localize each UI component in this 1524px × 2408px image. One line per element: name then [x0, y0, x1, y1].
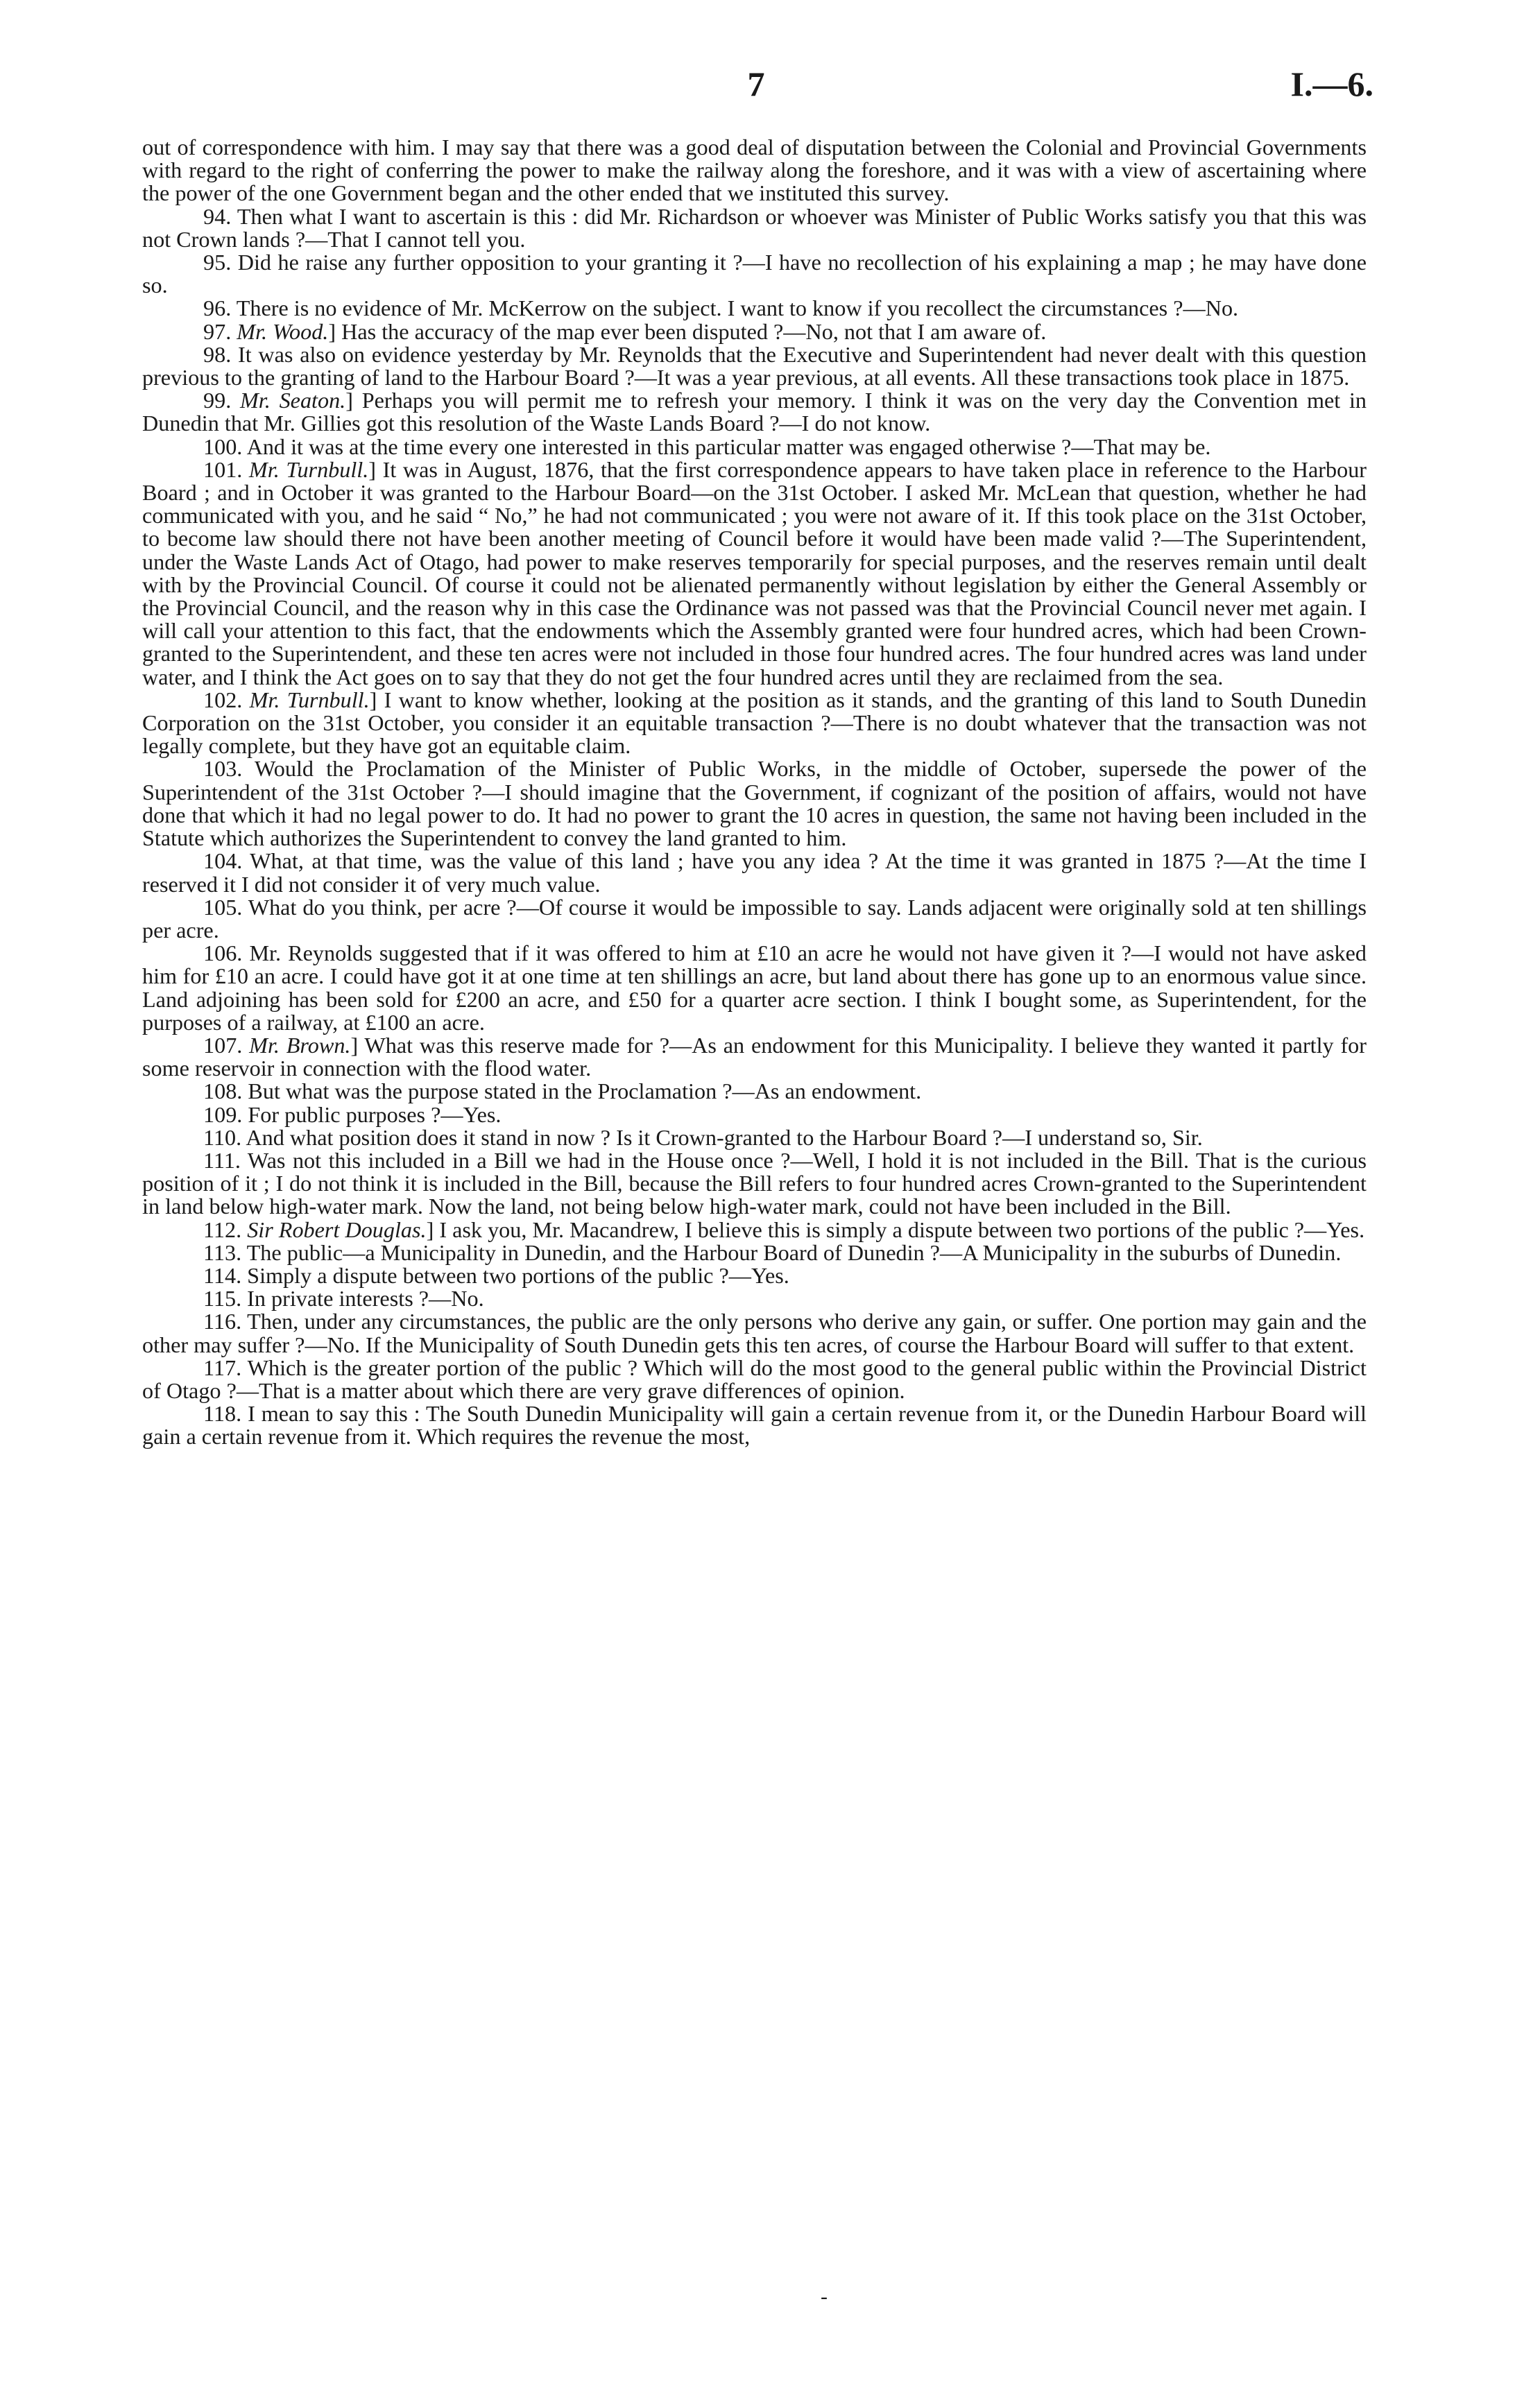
evidence-paragraph-p117	[142, 1354, 1367, 1403]
paragraph-text: 109. For public purposes ?—Yes.	[203, 1101, 502, 1127]
paragraph-text: 110. And what position does it stand in now ? Is it Crown-granted to the Harbour Board ?—I understand so, Sir.	[203, 1124, 1203, 1150]
evidence-paragraph-p98	[142, 343, 1367, 389]
paragraph-text: I ask you, Mr. Macandrew, I believe this is simply a dispute between two portions of the public ?—Yes.	[434, 1216, 1365, 1242]
document-reference: I.—6.	[1290, 64, 1373, 103]
evidence-paragraph-p96	[142, 297, 1367, 320]
paragraph-text: 113. The public—a Municipality in Dunedin, and the Harbour Board of Dunedin ?—A Municipality in the suburbs of Dunedin.	[203, 1239, 1342, 1265]
evidence-paragraph-p111	[142, 1149, 1367, 1219]
evidence-paragraph-p102	[142, 689, 1367, 758]
paragraph-text: 115. In private interests ?—No.	[203, 1286, 484, 1312]
evidence-paragraph-p107	[142, 1034, 1367, 1080]
evidence-paragraph-p99	[142, 389, 1367, 435]
speaker-bracket: ]	[368, 456, 377, 482]
paragraph-text: 117. Which is the greater portion of the public ? Which will do the most good to the general public within the Provincial District of Otago ?—That is a matter about which there are very grave differences of opinion.	[142, 1354, 1367, 1403]
speaker-name: Mr. Brown.	[249, 1032, 351, 1058]
evidence-paragraph-p0	[142, 136, 1367, 205]
evidence-paragraph-p101	[142, 458, 1367, 689]
speaker-name: Mr. Turnbull.	[248, 456, 369, 482]
evidence-paragraph-p112	[142, 1216, 1367, 1242]
evidence-paragraph-p97	[142, 320, 1367, 343]
paragraph-text: 96. There is no evidence of Mr. McKerrow on the subject. I want to know if you recollect the circumstances ?—No.	[203, 295, 1239, 321]
speaker-name: Mr. Turnbull.	[249, 687, 370, 712]
page-number: 7	[747, 64, 765, 103]
paragraph-text: 95. Did he raise any further opposition to your granting it ?—I have no recollection of his explaining a map ; he may have done so.	[142, 250, 1367, 298]
evidence-paragraph-p108	[142, 1080, 1367, 1103]
paragraph-text: 94. Then what I want to ascertain is this : did Mr. Richardson or whoever was Minister of Public Works satisfy you that this was not Crown lands ?—That I cannot tell you.	[142, 203, 1367, 252]
question-number: 107.	[203, 1032, 250, 1058]
paragraph-text: 116. Then, under any circumstances, the public are the only persons who derive any gain, or suffer. One portion may gain and the other may suffer ?—No. If the Municipality of South Dunedin gets this ten acres, of course the Harbour Board will suffer to that extent.	[142, 1309, 1367, 1357]
question-number: 102.	[203, 687, 250, 712]
evidence-paragraph-p114	[142, 1264, 1367, 1287]
speaker-bracket: ]	[369, 687, 377, 712]
paragraph-text: It was in August, 1876, that the first correspondence appears to have taken place in reference to the Harbour Board ; and in October it was granted to the Harbour Board—on the 31st October. I asked Mr. McLean that question, whether he had communicated with you, and he said “ No,” he had not communicated ; you were not aware of it. If this took place on the 31st October, to become law should there not have been another meeting of Council before it would have been made valid ?—The Superintendent, under the Waste Lands Act of Otago, had power to make reserves temporarily for special purposes, and the reserves remain until dealt with by the Provincial Council. Of course it could not be alienated permanently without legislation by either the General Assembly or the Provincial Council, and the reason why in this case the Ordinance was not passed was that the Provincial Council never met again. I will call your attention to this fact, that the endowments which the Assembly granted were four hundred acres, which had been Crown-granted to the Superintendent, and these ten acres were not included in those four hundred acres. The four hundred acres was land under water, and I think the Act goes on to say that they do not get the four hundred acres until they are reclaimed from the sea.	[142, 456, 1367, 689]
evidence-paragraph-p106	[142, 942, 1367, 1034]
footer-mark: -	[821, 2285, 828, 2308]
evidence-paragraph-p100	[142, 433, 1367, 459]
page-header	[132, 64, 1380, 119]
paragraph-text: 105. What do you think, per acre ?—Of course it would be impossible to say. Lands adjacent were originally sold at ten shillings per acre.	[142, 894, 1367, 943]
paragraph-text: 114. Simply a dispute between two portions of the public ?—Yes.	[203, 1262, 789, 1288]
question-number: 99.	[203, 388, 240, 413]
paragraph-text: 108. But what was the purpose stated in the Proclamation ?—As an endowment.	[203, 1078, 922, 1104]
paragraph-text: 106. Mr. Reynolds suggested that if it was offered to him at £10 an acre he would not have given it ?—I would not have asked him for £10 an acre. I could have got it at one time at ten shillings an acre, but land about there has gone up to an enormous value since. Land adjoining has been sold for £200 an acre, and £50 for a quarter acre section. I think I bought some, as Superintendent, for the purposes of a railway, at £100 an acre.	[142, 940, 1367, 1035]
paragraph-text: 103. Would the Proclamation of the Minister of Public Works, in the middle of October, supersede the power of the Superintendent of the 31st October ?—I should imagine that the Government, if cognizant of the position of affairs, would not have done that which it had no legal power to do. It had no power to grant the 10 acres in question, the same not having been included in the Statute which authorizes the Superintendent to convey the land granted to him.	[142, 756, 1367, 851]
speaker-name: Mr. Wood.	[237, 318, 329, 344]
paragraph-text: 100. And it was at the time every one interested in this particular matter was engaged otherwise ?—That may be.	[203, 433, 1211, 459]
evidence-paragraph-p94	[142, 205, 1367, 251]
paragraph-text: out of correspondence with him. I may say that there was a good deal of disputation between the Colonial and Provincial Governments with regard to the right of conferring the power to make the railway along the foreshore, and it was with a view of ascertaining where the power of the one Government began and the other ended that we instituted this survey.	[142, 135, 1367, 206]
evidence-paragraph-p116	[142, 1310, 1367, 1356]
evidence-paragraph-p115	[142, 1287, 1367, 1310]
paragraph-text: 98. It was also on evidence yesterday by Mr. Reynolds that the Executive and Superintendent had never dealt with this question previous to the granting of land to the Harbour Board ?—It was a year previous, at all events. All these transactions took place in 1875.	[142, 341, 1367, 390]
paragraph-text: 118. I mean to say this : The South Dunedin Municipality will gain a certain revenue from it, or the Dunedin Harbour Board will gain a certain revenue from it. Which requires the revenue the most,	[142, 1401, 1367, 1450]
paragraph-text: Perhaps you will permit me to refresh your memory. I think it was on the very day the Convention met in Dunedin that Mr. Gillies got this resolution of the Waste Lands Board ?—I do not know.	[142, 388, 1367, 436]
speaker-bracket: ]	[328, 318, 336, 344]
evidence-paragraph-p118	[142, 1402, 1367, 1448]
evidence-text	[142, 136, 1367, 1449]
evidence-paragraph-p95	[142, 251, 1367, 297]
speaker-name: Sir Robert Douglas.	[247, 1216, 427, 1242]
evidence-paragraph-p105	[142, 896, 1367, 942]
paragraph-text: Has the accuracy of the map ever been disputed ?—No, not that I am aware of.	[336, 318, 1047, 344]
paragraph-text: 104. What, at that time, was the value of this land ; have you any idea ? At the time it was granted in 1875 ?—At the time I reserved it I did not consider it of very much value.	[142, 848, 1367, 897]
speaker-bracket: ]	[426, 1216, 434, 1242]
paragraph-text: 111. Was not this included in a Bill we had in the House once ?—Well, I hold it is not included in the Bill. That is the curious position of it ; I do not think it is included in the Bill, because the Bill refers to four hundred acres Crown-granted to the Superintendent in land below high-water mark. Now the land, not being below high-water mark, could not have been included in the Bill.	[142, 1147, 1367, 1219]
evidence-paragraph-p103	[142, 757, 1367, 850]
question-number: 97.	[203, 318, 237, 344]
evidence-paragraph-p110	[142, 1126, 1367, 1149]
speaker-bracket: ]	[345, 388, 353, 413]
question-number: 112.	[203, 1216, 248, 1242]
question-number: 101.	[203, 456, 249, 482]
speaker-bracket: ]	[350, 1032, 359, 1058]
evidence-paragraph-p104	[142, 850, 1367, 895]
evidence-paragraph-p109	[142, 1103, 1367, 1126]
evidence-paragraph-p113	[142, 1241, 1367, 1264]
paragraph-text: What was this reserve made for ?—As an endowment for this Municipality. I believe they wanted it partly for some reservoir in connection with the flood water.	[142, 1032, 1367, 1081]
speaker-name: Mr. Seaton.	[240, 388, 346, 413]
paragraph-text: I want to know whether, looking at the position as it stands, and the granting of this land to South Dunedin Corporation on the 31st October, you consider it an equitable transaction ?—There is no doubt whatever that the transaction was not legally complete, but they have got an equitable claim.	[142, 687, 1367, 759]
